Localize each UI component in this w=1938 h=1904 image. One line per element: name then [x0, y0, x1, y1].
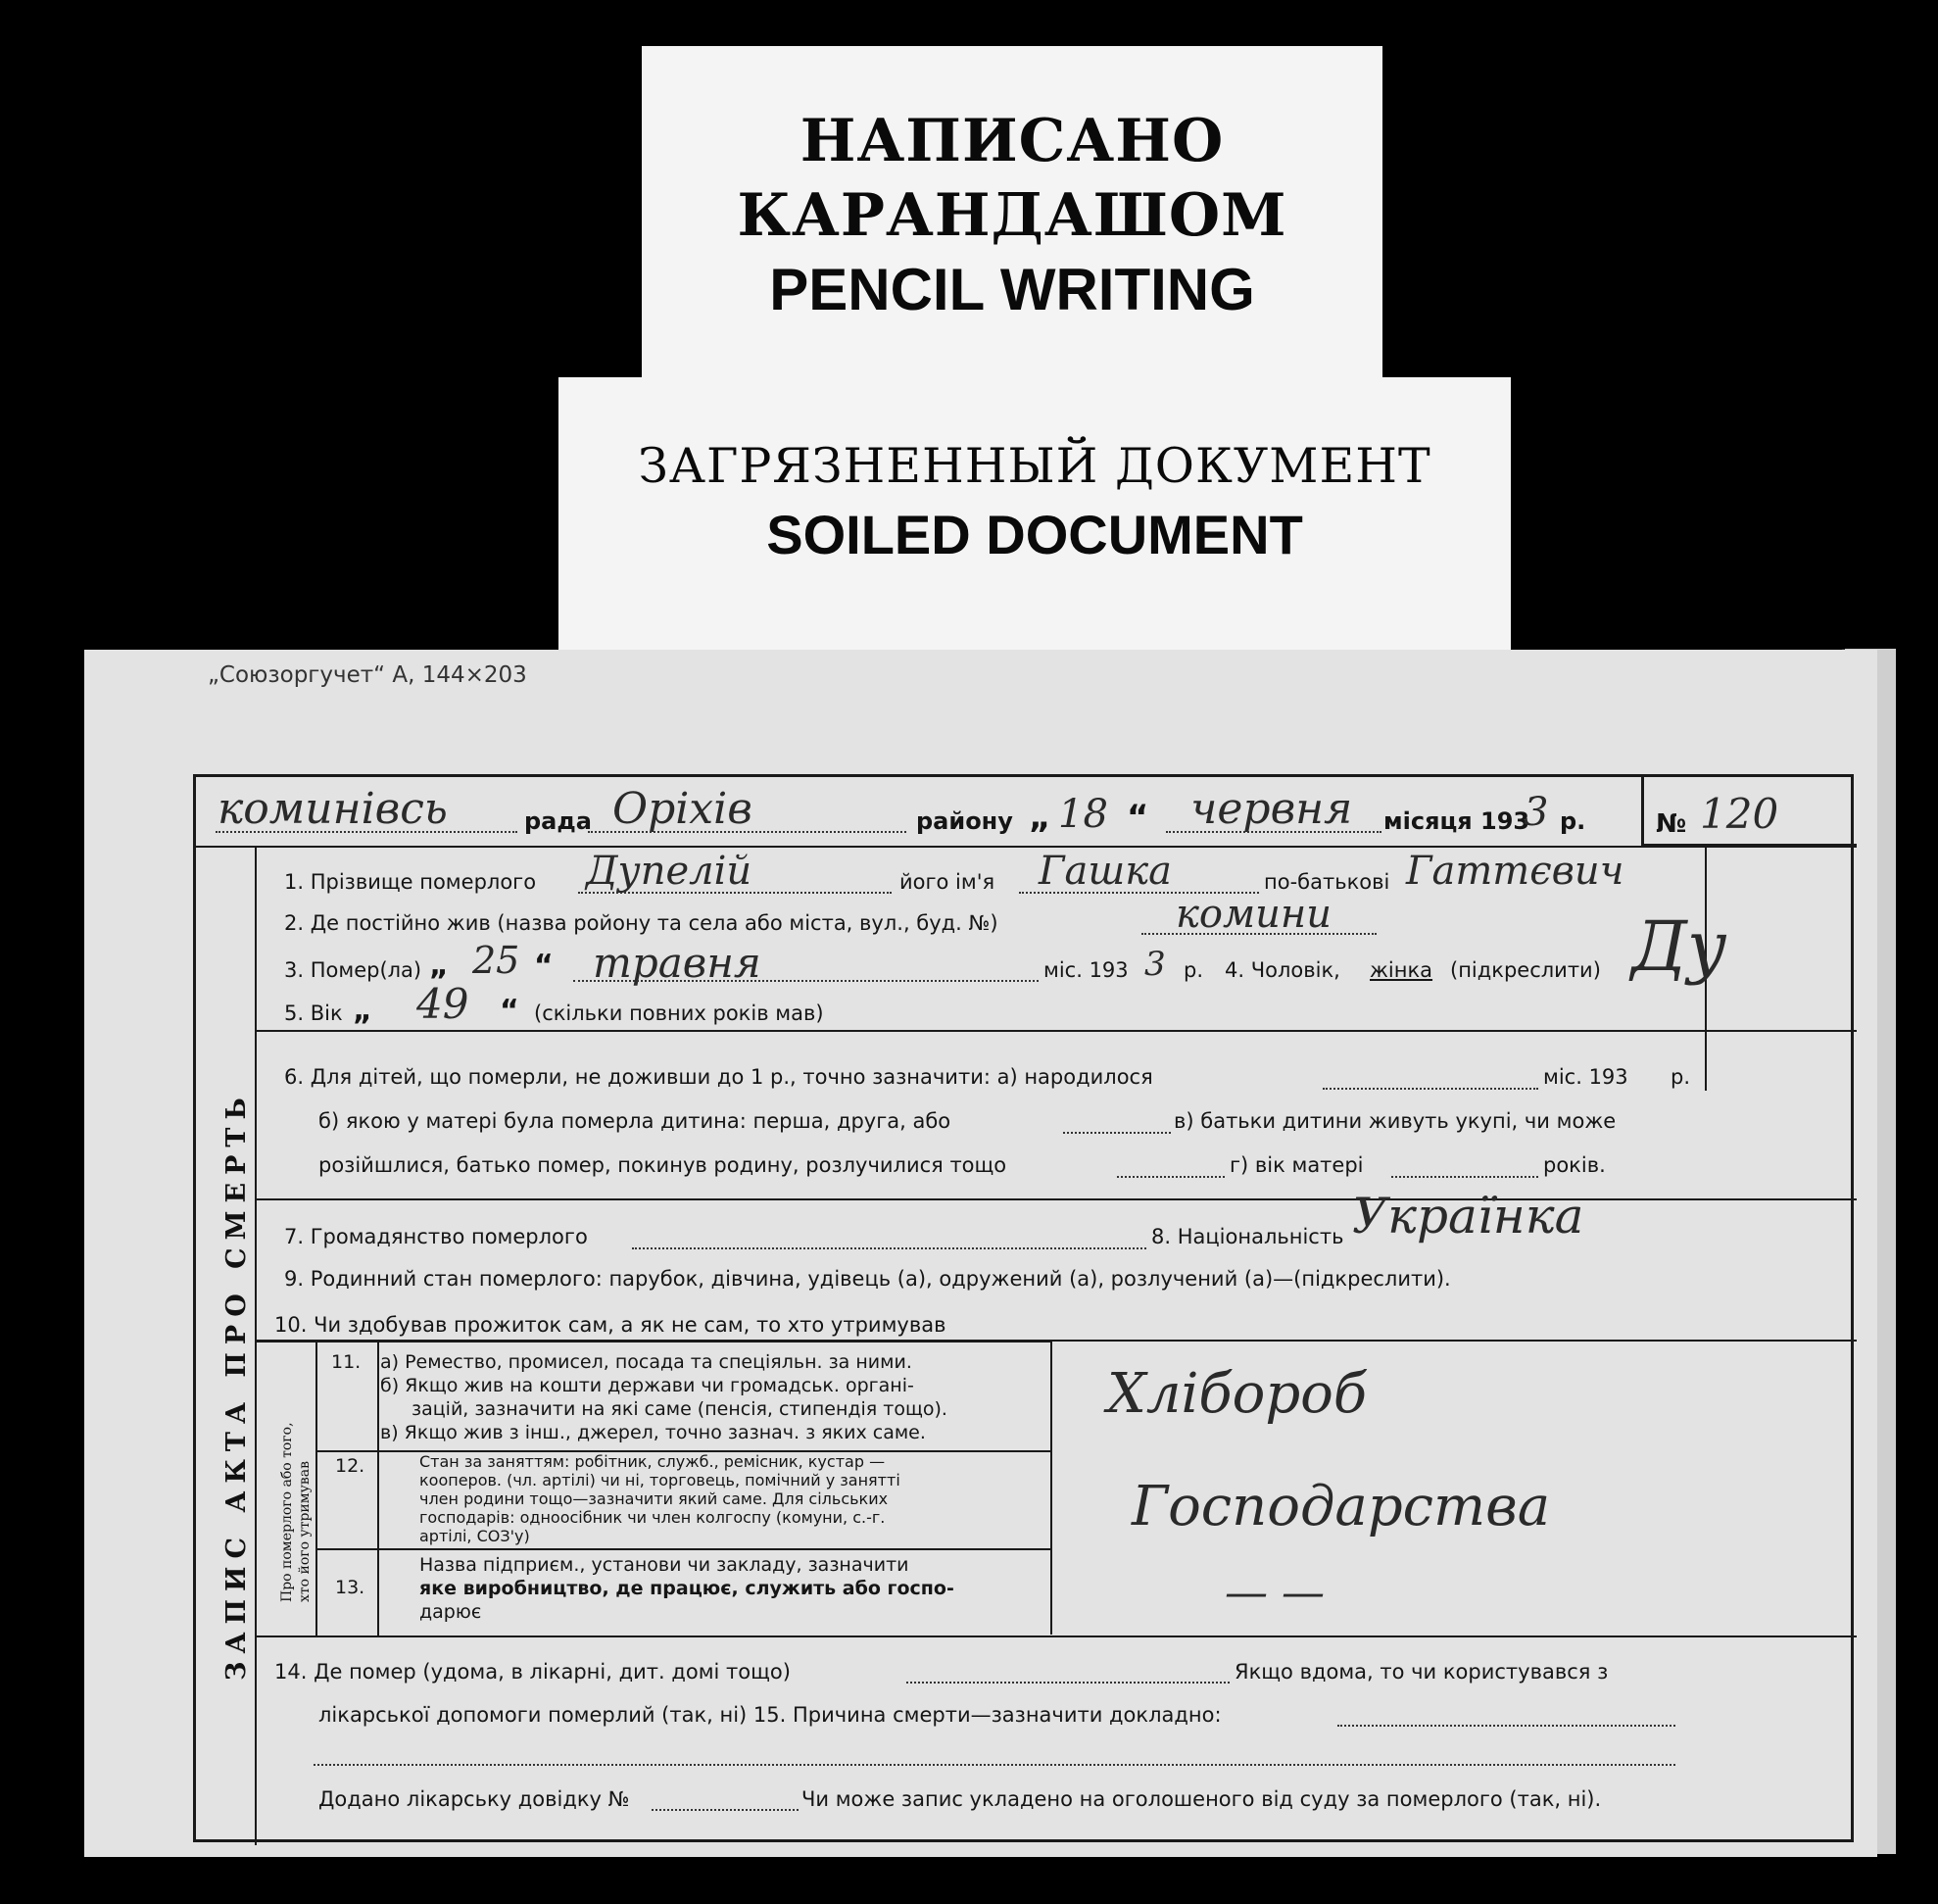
surname-line [578, 892, 892, 894]
rada-label: рада [524, 807, 592, 835]
form-vertical-title: ЗАПИС АКТА ПРО СМЕРТЬ [221, 1090, 252, 1681]
pencil-label-line-ru-1: НАПИСАНО [799, 107, 1225, 175]
print-code: „Союзоргучет“ А, 144×203 [208, 662, 527, 688]
occ-13-number: 13. [335, 1577, 365, 1598]
divider-header [196, 846, 1857, 848]
field3-label: 3. Помер(ла) [284, 958, 422, 982]
field14-place-line [906, 1682, 1230, 1684]
pencil-writing-label-card [642, 46, 1382, 384]
hand-enterprise: — — [1225, 1568, 1325, 1618]
hand-age: 49 [416, 980, 469, 1028]
cause-line-1 [1337, 1725, 1675, 1727]
field3-year-suffix: р. [1184, 958, 1204, 982]
field6-line3b: г) вік матері [1230, 1153, 1364, 1177]
number-label: № [1656, 809, 1687, 839]
field3-quote-close: “ [534, 949, 554, 983]
form-right-column [1705, 846, 1857, 1091]
field6-line2a: б) якою у матері була померла дитина: перша, друга, або [318, 1109, 951, 1133]
cause-line-2 [314, 1764, 1675, 1766]
soiled-document-label-card [558, 377, 1511, 650]
occ-13-line2: яке виробництво, де працює, служить або госпо- [419, 1578, 954, 1599]
hand-month: червня [1190, 784, 1353, 834]
residence-line [1141, 933, 1377, 935]
hand-death-month: травня [593, 939, 761, 987]
field6-parents-line [1117, 1176, 1225, 1178]
field5-quote-open: „ [353, 994, 372, 1028]
month-label: місяця 193 [1383, 807, 1530, 835]
hand-death-year-digit: 3 [1144, 945, 1166, 984]
pencil-label-line-ru-2: КАРАНДАШОМ [737, 181, 1287, 250]
occ-11a: а) Ремество, промисел, посада та спеціяльн. за ними. [380, 1351, 912, 1373]
month-line [1166, 831, 1381, 833]
occ-12-line2: кооперов. (чл. артілі) чи ні, торговець, помічний у занятті [419, 1471, 900, 1489]
field5-suffix: (скільки повних років мав) [534, 1001, 824, 1025]
footer-court-label: Чи може запис укладено на оголошеного від суду за померлого (так, ні). [801, 1787, 1602, 1811]
field8-label: 8. Національність [1151, 1225, 1344, 1248]
divider-6 [257, 1198, 1857, 1200]
occ-11c: в) Якщо жив з інш., джерел, точно зазнач. з яких саме. [380, 1422, 926, 1443]
hand-occupation: Хлібороб [1107, 1362, 1368, 1426]
side-note-line-2: хто його утримував [297, 1460, 313, 1602]
field6-line1-month: міс. 193 [1543, 1065, 1628, 1089]
occ-11b-2: зацій, зазначити на які саме (пенсія, стипендія тощо). [412, 1398, 947, 1420]
hand-council: коминівсь [218, 784, 448, 834]
header-quote-open: „ [1029, 798, 1051, 837]
district-line [588, 831, 906, 833]
side-note-line-1: Про померлого або того, [279, 1422, 295, 1602]
footer-certificate-label: Додано лікарську довідку № [318, 1787, 630, 1811]
occ-11-number: 11. [331, 1351, 362, 1373]
occ-11b-1: б) Якщо жив на кошти держави чи громадськ. органі- [380, 1375, 914, 1396]
field10-label: 10. Чи здобував прожиток сам, а як не сам, то хто утримував [274, 1313, 946, 1337]
occ-12-line5: артілі, СОЗ'у) [419, 1527, 530, 1545]
hand-name: Гашка [1039, 849, 1172, 894]
certificate-number-line [652, 1809, 799, 1811]
occ-12-line3: член родини тощо—зазначити який саме. Для сільських [419, 1489, 889, 1508]
field1-label: 1. Прізвище померлого [284, 870, 537, 894]
field14-line1a: 14. Де помер (удома, в лікарні, дит. домі тощо) [274, 1660, 791, 1684]
hand-margin-mark: Ду [1631, 906, 1727, 987]
field6-line2b: в) батьки дитини живуть укупі, чи може [1174, 1109, 1617, 1133]
rayon-label: району [916, 807, 1013, 835]
hand-patronymic: Гаттєвич [1406, 849, 1624, 894]
occ-12-number: 12. [335, 1455, 365, 1477]
hand-number: 120 [1700, 790, 1779, 838]
occ-12-line4: господарів: одноосібник чи член колгоспу (комуни, с.-г. [419, 1508, 886, 1527]
field9-label: 9. Родинний стан померлого: парубок, дівчина, удівець (а), одружений (а), розлучений (а)—(підкреслити). [284, 1267, 1451, 1291]
field3-quote-open: „ [429, 949, 449, 983]
hand-day: 18 [1058, 792, 1108, 837]
field6-line1-year: р. [1671, 1065, 1691, 1089]
field6-line3a: розійшлися, батько помер, покинув родину, розлучилися тощо [318, 1153, 1007, 1177]
field5-quote-close: “ [500, 994, 519, 1028]
field4-label: 4. Чоловік, [1225, 958, 1340, 982]
field7-label: 7. Громадянство померлого [284, 1225, 588, 1248]
year-suffix: р. [1560, 807, 1586, 835]
header-quote-close: “ [1127, 798, 1149, 837]
pencil-label-line-en: PENCIL WRITING [769, 257, 1255, 322]
field4-underline-label: (підкреслити) [1450, 958, 1601, 982]
hand-district: Оріхів [612, 784, 752, 834]
hand-death-day: 25 [472, 939, 520, 982]
citizenship-line [632, 1247, 1146, 1249]
soiled-label-line-en: SOILED DOCUMENT [766, 504, 1303, 565]
field6-order-line [1063, 1132, 1171, 1134]
field6-mother-age-line [1391, 1176, 1538, 1178]
field14-line1b: Якщо вдома, то чи користувався з [1235, 1660, 1609, 1684]
death-month-line [573, 980, 1039, 982]
field6-line1: 6. Для дітей, що померли, не доживши до 1 р., точно зазначити: а) народилося [284, 1065, 1153, 1089]
occupation-row-divider-13 [315, 1548, 1052, 1550]
occ-13-line3: дарює [419, 1601, 482, 1623]
field4-female: жінка [1370, 958, 1433, 982]
field1-patronymic-label: по-батькові [1264, 870, 1390, 894]
occ-13-line1: Назва підприєм., установи чи закладу, зазначити [419, 1554, 909, 1576]
field5-label: 5. Вік [284, 1001, 343, 1025]
divider-13 [257, 1635, 1857, 1637]
field14-line2a: лікарської допомоги померлий (так, ні) 15. Причина смерти—зазначити докладно: [318, 1703, 1222, 1727]
hand-status: Господарства [1132, 1475, 1551, 1538]
field6-birth-line [1323, 1088, 1538, 1090]
council-line [216, 831, 517, 833]
hand-nationality: Українка [1352, 1188, 1584, 1245]
field6-line3c: років. [1543, 1153, 1606, 1177]
hand-year-digit: 3 [1524, 790, 1549, 835]
occ-12-line1: Стан за заняттям: робітник, служб., ремісник, кустар — [419, 1452, 886, 1471]
field1-name-label: його ім'я [899, 870, 995, 894]
field3-month-label: міс. 193 [1043, 958, 1129, 982]
field2-label: 2. Де постійно жив (назва ройону та села або міста, вул., буд. №) [284, 911, 998, 935]
hand-residence: комини [1176, 892, 1332, 937]
soiled-label-line-ru: ЗАГРЯЗНЕННЫЙ ДОКУМЕНТ [638, 438, 1431, 494]
divider-5 [257, 1030, 1857, 1032]
hand-surname: Дупелій [586, 849, 752, 894]
